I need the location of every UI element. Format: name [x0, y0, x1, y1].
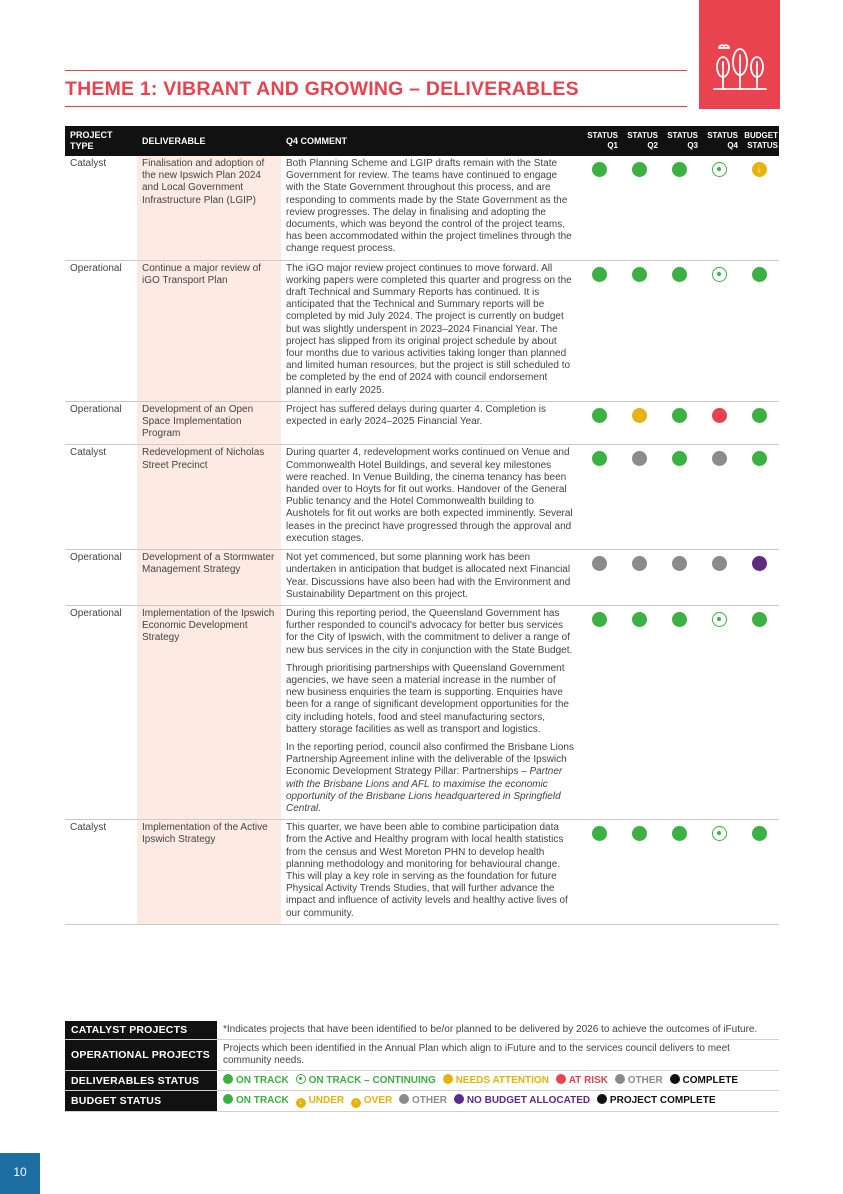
comment-paragraph: Project has suffered delays during quarter 4. Completion is expected in early 2024–2025 Financial Year.	[286, 403, 546, 428]
status-q2-cell	[619, 156, 659, 260]
budget-status-cell	[739, 401, 779, 445]
status-q1-cell	[579, 156, 619, 260]
other-icon	[712, 451, 727, 466]
deliverable-cell: Development of an Open Space Implementation Program	[137, 401, 281, 445]
at-risk-icon	[712, 408, 727, 423]
legend-needs-attention: NEEDS ATTENTION	[443, 1075, 549, 1086]
legend-deliverables-items	[217, 1071, 779, 1091]
q4-comment-cell	[281, 156, 579, 260]
on-track-icon	[632, 267, 647, 282]
trees-icon	[711, 40, 769, 98]
status-q3-cell	[659, 550, 699, 606]
status-q4-cell	[699, 605, 739, 819]
q4-comment-cell	[281, 605, 579, 819]
table-row	[65, 550, 779, 606]
table-row	[65, 820, 779, 925]
legend-on-track: ON TRACK	[223, 1075, 289, 1086]
header-status-q3: STATUS Q3	[659, 126, 699, 156]
needs-attention-icon	[632, 408, 647, 423]
deliverable-cell: Continue a major review of iGO Transport Plan	[137, 260, 281, 401]
comment-paragraph: The iGO major review project continues to move forward. All working papers were completed this quarter and progress on the draft Technical and Summary Reports has continued. It is anticipated that the Technical and Summary reports will be completed by mid July 2024. The project is currently on budget but was slightly underspent in 2023–2024 Financial Year. The project has slipped from its original project schedule by about four months due to various activities taking longer than planned and limited human resources, but the project is still scheduled to be completed by the end of 2024 with council endorsement planned in early 2025.	[286, 262, 572, 396]
header-project-type: PROJECT TYPE	[65, 126, 137, 156]
legend-on-track-continuing: ON TRACK – CONTINUING	[296, 1075, 436, 1086]
table-row	[65, 401, 779, 445]
other-icon	[632, 556, 647, 571]
deliverable-cell: Redevelopment of Nicholas Street Precinct	[137, 445, 281, 550]
project-type-cell: Catalyst	[65, 156, 137, 260]
theme-tab	[699, 0, 780, 109]
other-icon	[592, 556, 607, 571]
status-q4-cell	[699, 445, 739, 550]
legend-budget-items	[217, 1091, 779, 1112]
q4-comment-cell	[281, 550, 579, 606]
complete-icon	[597, 1094, 607, 1104]
on-track-icon	[672, 408, 687, 423]
on-track-icon	[632, 826, 647, 841]
legend-budget-other: OTHER	[399, 1095, 447, 1106]
legend-row-budget	[65, 1091, 779, 1112]
deliverable-cell: Development of a Stormwater Management Strategy	[137, 550, 281, 606]
budget-status-cell	[739, 445, 779, 550]
budget-status-cell	[739, 550, 779, 606]
table-row	[65, 260, 779, 401]
status-q3-cell	[659, 605, 699, 819]
on-track-icon	[592, 267, 607, 282]
complete-icon	[670, 1074, 680, 1084]
legend-row-catalyst	[65, 1021, 779, 1040]
on-track-icon	[592, 408, 607, 423]
header-budget-status: BUDGET STATUS	[739, 126, 779, 156]
comment-paragraph: This quarter, we have been able to combine participation data from the Active and Healthy program with local health statistics from the census and West Moreton PHN to develop health planning methodology and monitoring for behavioural change. This will play a key role in serving as the foundation for future Physical Activity Trends Studies, that will further advance the impact and influence of activity levels and healthy active lives of our community.	[286, 822, 568, 919]
title-underline	[65, 106, 687, 107]
legend-table	[65, 1021, 779, 1112]
legend-row-deliverables	[65, 1071, 779, 1091]
status-q1-cell	[579, 550, 619, 606]
deliverable-cell: Finalisation and adoption of the new Ipswich Plan 2024 and Local Government Infrastructure Plan (LGIP)	[137, 156, 281, 260]
table-row	[65, 605, 779, 819]
legend-budget-over: ↑ OVER	[351, 1095, 392, 1106]
on-track-icon	[672, 826, 687, 841]
over-arrow-icon: ↑	[351, 1098, 361, 1108]
under-icon: ↓	[752, 162, 767, 177]
on-track-continuing-icon	[712, 267, 727, 282]
other-icon	[712, 556, 727, 571]
header-status-q1: STATUS Q1	[579, 126, 619, 156]
project-type-cell: Catalyst	[65, 445, 137, 550]
deliverable-cell: Implementation of the Ipswich Economic Development Strategy	[137, 605, 281, 819]
comment-paragraph: Through prioritising partnerships with Queensland Government agencies, we have seen a material increase in the number of new business enquiries the team is supporting. Enquiries have been for a range of significant development opportunities for the city including hotels, food and steel manufacturing sectors, battery storage facilities as well as transport and logistics.	[286, 662, 569, 735]
project-type-cell: Operational	[65, 260, 137, 401]
top-rule	[65, 70, 687, 71]
q4-comment-cell	[281, 820, 579, 925]
status-q1-cell	[579, 260, 619, 401]
budget-status-cell	[739, 820, 779, 925]
on-track-icon	[672, 612, 687, 627]
table-row	[65, 445, 779, 550]
status-q2-cell	[619, 260, 659, 401]
other-icon	[399, 1094, 409, 1104]
legend-project-complete: PROJECT COMPLETE	[597, 1095, 716, 1106]
budget-status-cell	[739, 605, 779, 819]
header-deliverable: DELIVERABLE	[137, 126, 281, 156]
legend-deliverables-label: DELIVERABLES STATUS	[65, 1071, 217, 1091]
on-track-continuing-icon	[712, 612, 727, 627]
budget-status-cell	[739, 260, 779, 401]
status-q3-cell	[659, 156, 699, 260]
page-number: 10	[0, 1153, 40, 1194]
on-track-icon	[672, 162, 687, 177]
on-track-icon	[632, 612, 647, 627]
status-q1-cell	[579, 820, 619, 925]
under-arrow-icon: ↓	[296, 1098, 306, 1108]
status-q4-cell	[699, 156, 739, 260]
table-row	[65, 156, 779, 260]
on-track-icon	[592, 826, 607, 841]
comment-paragraph: Both Planning Scheme and LGIP drafts remain with the State Government for review. The teams have continued to engage with the State Government throughout this process, and are responding to comments made by the State Government as the review progresses. The delay in finalising and adopting the documents, which was beyond the control of the project teams, has been accommodated within the project timelines through the change request process.	[286, 158, 572, 255]
on-track-icon	[672, 267, 687, 282]
other-icon	[632, 451, 647, 466]
on-track-icon	[752, 408, 767, 423]
deliverable-cell: Implementation of the Active Ipswich Strategy	[137, 820, 281, 925]
status-q4-cell	[699, 401, 739, 445]
status-q1-cell	[579, 605, 619, 819]
status-q1-cell	[579, 401, 619, 445]
status-q2-cell	[619, 820, 659, 925]
comment-italic-text: Partner with the Brisbane Lions and AFL to maximise the economic opportunity of the Brisbane Lions headquartered in Springfield Central.	[286, 766, 563, 814]
header-q4-comment: Q4 COMMENT	[281, 126, 579, 156]
status-q2-cell	[619, 605, 659, 819]
at-risk-icon	[556, 1074, 566, 1084]
status-q2-cell	[619, 401, 659, 445]
on-track-icon	[672, 451, 687, 466]
q4-comment-cell	[281, 445, 579, 550]
project-type-cell: Operational	[65, 605, 137, 819]
q4-comment-cell	[281, 260, 579, 401]
on-track-icon	[592, 612, 607, 627]
legend-catalyst-text: *Indicates projects that have been identified to be/or planned to be delivered by 2026 to achieve the outcomes of iFuture.	[217, 1021, 779, 1040]
on-track-icon	[223, 1094, 233, 1104]
legend-complete: COMPLETE	[670, 1075, 739, 1086]
on-track-icon	[592, 451, 607, 466]
legend-no-budget: NO BUDGET ALLOCATED	[454, 1095, 590, 1106]
status-q4-cell	[699, 260, 739, 401]
status-q2-cell	[619, 550, 659, 606]
needs-attention-icon	[443, 1074, 453, 1084]
other-icon	[615, 1074, 625, 1084]
status-q1-cell	[579, 445, 619, 550]
status-q4-cell	[699, 820, 739, 925]
on-track-icon	[592, 162, 607, 177]
comment-text: In the reporting period, council also confirmed the Brisbane Lions Partnership Agreement inline with the deliverable of the Ipswich Economic Development Strategy Pillar: Partnerships –	[286, 741, 574, 778]
status-q3-cell	[659, 260, 699, 401]
on-track-icon	[752, 612, 767, 627]
legend-budget-label: BUDGET STATUS	[65, 1091, 217, 1112]
legend-row-operational	[65, 1040, 779, 1071]
on-track-continuing-icon	[712, 162, 727, 177]
legend-catalyst-label: CATALYST PROJECTS	[65, 1021, 217, 1040]
status-q3-cell	[659, 820, 699, 925]
legend-budget-under: ↓ UNDER	[296, 1095, 345, 1106]
on-track-icon	[752, 451, 767, 466]
legend-budget-on-track: ON TRACK	[223, 1095, 289, 1106]
on-track-continuing-icon	[712, 826, 727, 841]
q4-comment-cell	[281, 401, 579, 445]
status-q3-cell	[659, 401, 699, 445]
status-q2-cell	[619, 445, 659, 550]
comment-paragraph: During quarter 4, redevelopment works continued on Venue and Commonwealth Hotel Buildings, and several key milestones were reached. In Venue Building, the cinema tenancy has been handed over to Hoyts for fit out works. Handover of the General Public tenancy and the Hotel Commonwealth building to Aushotels for fit out works are both expected imminently. Several leases in the precinct have progressed through the approval and execution stages.	[286, 447, 573, 544]
project-type-cell: Operational	[65, 401, 137, 445]
status-q4-cell	[699, 550, 739, 606]
project-type-cell: Catalyst	[65, 820, 137, 925]
on-track-icon	[752, 267, 767, 282]
on-track-icon	[223, 1074, 233, 1084]
no-budget-icon	[752, 556, 767, 571]
project-type-cell: Operational	[65, 550, 137, 606]
page-title: THEME 1: VIBRANT AND GROWING – DELIVERABLES	[65, 78, 579, 100]
table-body	[65, 156, 779, 924]
on-track-continuing-icon	[296, 1074, 306, 1084]
other-icon	[672, 556, 687, 571]
header-status-q4: STATUS Q4	[699, 126, 739, 156]
on-track-icon	[752, 826, 767, 841]
on-track-icon	[632, 162, 647, 177]
legend-operational-label: OPERATIONAL PROJECTS	[65, 1040, 217, 1071]
legend-operational-text: Projects which been identified in the Annual Plan which align to iFuture and to the services council delivers to meet community needs.	[217, 1040, 779, 1071]
status-q3-cell	[659, 445, 699, 550]
deliverables-table	[65, 126, 779, 925]
legend-other: OTHER	[615, 1075, 663, 1086]
comment-paragraph: During this reporting period, the Queensland Government has further responded to council's advocacy for better bus services for the City of Ipswich, with the commitment to deliver a range of new bus services in the city in conjunction with the State Budget.	[286, 607, 573, 656]
comment-paragraph	[286, 742, 574, 815]
legend-at-risk: AT RISK	[556, 1075, 608, 1086]
table-header	[65, 126, 779, 156]
no-budget-icon	[454, 1094, 464, 1104]
budget-status-cell	[739, 156, 779, 260]
header-status-q2: STATUS Q2	[619, 126, 659, 156]
comment-paragraph: Not yet commenced, but some planning work has been undertaken in anticipation that budget is allocated next Financial Year. Discussions have also been had with the Environment and Sustainability Department on this project.	[286, 552, 571, 600]
